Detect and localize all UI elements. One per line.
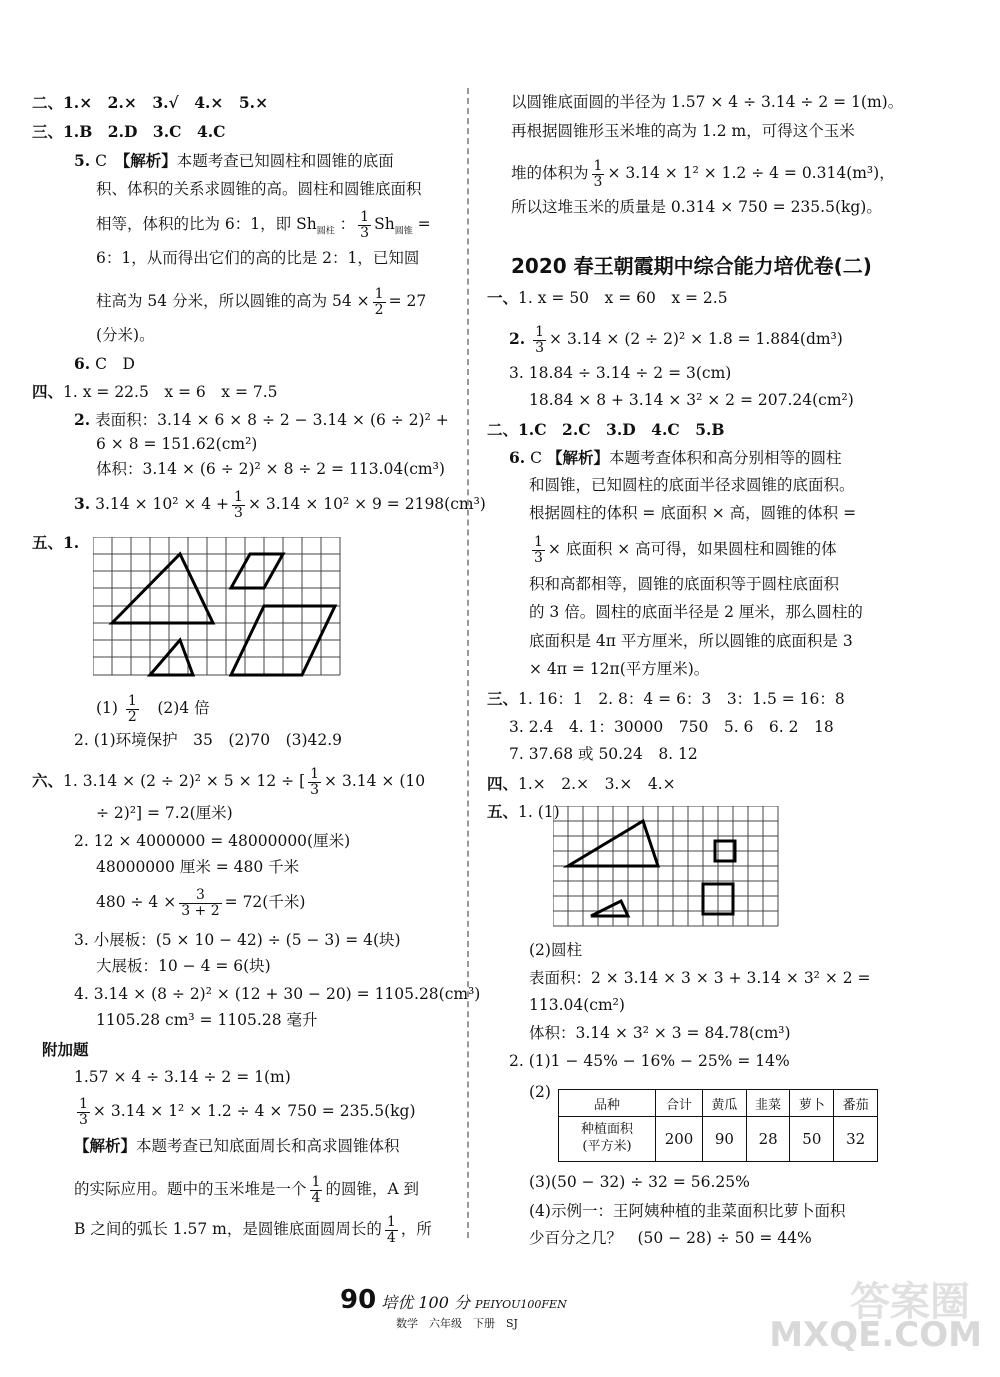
text-line: 柱高为 54 分米，所以圆锥的高为 54 × $\frac{1}{2}$ = 27 (96, 286, 427, 318)
answer-line: 1.B 2.D 3.C 4.C (63, 122, 226, 141)
question-number: 6. (74, 354, 91, 373)
text-line: 6 × 8 = 151.62(cm²) (96, 435, 258, 453)
triangle-shape (591, 901, 628, 916)
text-line: 一、1. x = 50 x = 60 x = 2.5 (487, 288, 728, 307)
text-line: 3. 2.4 4. 1：30000 750 5. 6 6. 2 18 (509, 718, 834, 736)
text-line: 积、体积的关系求圆锥的高。圆柱和圆锥底面积 (96, 180, 422, 198)
footer-subtitle: 数学 六年级 下册 SJ (396, 1317, 518, 1330)
text-line: 4. 3.14 × (8 ÷ 2)² × (12 + 30 − 20) = 1105.28(cm³) (74, 985, 481, 1003)
analysis-tag: 【解析】 (122, 151, 177, 170)
text-line: 2. (1)1 − 45% − 16% − 25% = 14% (509, 1052, 790, 1070)
question-number: 2. (74, 410, 91, 429)
text-line: (2) (529, 1083, 551, 1101)
data-table (558, 1089, 878, 1162)
table-cell: 90 (703, 1117, 747, 1162)
text-line: 1105.28 cm³ = 1105.28 毫升 (96, 1011, 318, 1029)
text-line: ÷ 2)²] = 7.2(厘米) (96, 804, 233, 822)
table-header-row (559, 1090, 878, 1117)
fraction: $\frac{1}{3}$ (360, 209, 370, 241)
text-line: 积和高都相等，圆锥的底面积等于圆柱底面积 (529, 575, 840, 593)
table-cell: 32 (834, 1117, 878, 1162)
text-line: 体积：3.14 × (6 ÷ 2)² × 8 ÷ 2 = 113.04(cm³) (96, 460, 445, 478)
table-row-label: 种植面积 (平方米) (559, 1117, 656, 1162)
table-header: 番茄 (834, 1090, 878, 1117)
text-line: 相等，体积的比为 6：1，即 $Sh_{圆柱}$ ： $\frac{1}{3}$ $Sh_{圆锥}$ = (96, 209, 431, 241)
text-line: 根据圆柱的体积 = 底面积 × 高，圆锥的体积 = (529, 504, 857, 522)
text-line: 3. 3.14 × 10² × 4 + $\frac{1}{3}$ × 3.14 × 10² × 9 = 2198(cm³) (74, 489, 486, 521)
text-line: (4)示例一：王阿姨种植的韭菜面积比萝卜面积 (529, 1202, 846, 1220)
section-label: 四、 (32, 382, 64, 401)
column-divider (467, 88, 469, 1238)
text-line: 体积：3.14 × 3² × 3 = 84.78(cm³) (529, 1024, 791, 1042)
table-header: 韭菜 (746, 1090, 790, 1117)
text-line: 以圆锥底面圆的半径为 1.57 × 4 ÷ 3.14 ÷ 2 = 1(m)。 (511, 93, 904, 111)
text-line: 二、1.C 2.C 3.D 4.C 5.B (487, 420, 725, 439)
text-line: × 4π = 12π(平方厘米)。 (529, 660, 710, 678)
text-line: 底面积是 4π 平方厘米，所以圆锥的底面积是 3 (529, 632, 853, 650)
fraction: $\frac{1}{2}$ (374, 286, 384, 318)
text-line: 三、1. 16：1 2. 8：4 = 6：3 3：1.5 = 16：8 (487, 689, 845, 708)
table-row (559, 1117, 878, 1162)
text-line: 少百分之几？ (50 − 28) ÷ 50 = 44% (529, 1229, 812, 1247)
text-line: 2. $\frac{1}{3}$ × 3.14 × (2 ÷ 2)² × 1.8 = 1.884(dm³) (509, 324, 843, 356)
text-line: 大展板：10 − 4 = 6(块) (96, 957, 271, 975)
watermark-logo: 答案圈 (850, 1279, 970, 1325)
table-cell: 28 (746, 1117, 790, 1162)
text-line: (3)(50 − 32) ÷ 32 = 56.25% (529, 1173, 750, 1191)
text-line: 3. 小展板：(5 × 10 − 42) ÷ (5 − 3) = 4(块) (74, 931, 401, 949)
brand-pinyin: PEIYOU100FEN (475, 1298, 567, 1311)
grid-figure-right (553, 806, 783, 936)
text-line: 2. (1)环境保护 35 (2)70 (3)42.9 (74, 731, 343, 749)
text-line: 480 ÷ 4 × $\frac{3}{3 + 2}$ = 72(千米) (96, 887, 306, 919)
table-header: 萝卜 (790, 1090, 834, 1117)
text-line: 48000000 厘米 = 480 千米 (96, 858, 300, 876)
table-cell: 50 (790, 1117, 834, 1162)
text-line: 堆的体积为 $\frac{1}{3}$ × 3.14 × 1² × 1.2 ÷ 4 = 0.314(m³)， (511, 158, 895, 190)
table-header: 黄瓜 (703, 1090, 747, 1117)
grid-figure-left (93, 537, 343, 687)
question-number: 5. (74, 151, 91, 170)
table-cell: 200 (656, 1117, 703, 1162)
text-line: 五、1. (1) (487, 802, 560, 821)
text-line: (2)圆柱 (529, 941, 582, 959)
answer-line: 1. x = 22.5 x = 6 x = 7.5 (63, 383, 278, 401)
text-line: 113.04(cm²) (529, 996, 625, 1014)
text-line: $\frac{1}{3}$ × 底面积 × 高可得，如果圆柱和圆锥的体 (534, 534, 837, 566)
text-line: (分米)。 (96, 326, 155, 344)
text-line: 7. 37.68 或 50.24 8. 12 (509, 745, 698, 763)
text-line: 的 3 倍。圆柱的底面半径是 2 厘米，那么圆柱的 (529, 603, 863, 621)
text-line: 表面积：3.14 × 6 × 8 ÷ 2 − 3.14 × (6 ÷ 2)² + (95, 411, 449, 429)
text-line: $\frac{1}{3}$ × 3.14 × 1² × 1.2 ÷ 4 × 750 = 235.5(kg) (79, 1096, 416, 1128)
text-line: 的实际应用。题中的玉米堆是一个 $\frac{1}{4}$ 的圆锥，A 到 (74, 1174, 420, 1206)
text-line: (1) $\frac{1}{2}$ (2)4 倍 (96, 693, 210, 725)
text-line: 3. 18.84 ÷ 3.14 ÷ 2 = 3(cm) (509, 364, 732, 382)
text-line: 【解析】本题考查已知底面周长和高求圆锥体积 (74, 1136, 400, 1155)
page-number: 90 (340, 1285, 377, 1315)
section-label: 三、 (32, 122, 64, 141)
section-label: 二、 (32, 93, 64, 112)
text-line: 6：1，从而得出它们的高的比是 2：1，已知圆 (96, 249, 420, 267)
table-header: 品种 (559, 1090, 656, 1117)
answer: C (95, 152, 107, 170)
answer-line: 1.× 2.× 3.√ 4.× 5.× (63, 93, 269, 112)
text-line: 1.57 × 4 ÷ 3.14 ÷ 2 = 1(m) (74, 1068, 291, 1086)
text-line: 所以这堆玉米的质量是 0.314 × 750 = 235.5(kg)。 (511, 198, 882, 216)
question-number: 1. (63, 533, 80, 552)
text-line: 本题考查已知圆柱和圆锥的底面 (176, 152, 394, 170)
text-line: B 之间的弧长 1.57 m，是圆锥底面圆周长的 $\frac{1}{4}$ ，所 (74, 1214, 432, 1246)
watermark-url: MXQE.COM (769, 1315, 982, 1355)
table-header: 合计 (656, 1090, 703, 1117)
page-title: 2020 春王朝霞期中综合能力培优卷(二) (511, 254, 872, 278)
text-line: 和圆锥，已知圆柱的底面半径求圆锥的底面积。 (529, 476, 855, 494)
text-line: 六、1. 3.14 × (2 ÷ 2)² × 5 × 12 ÷ [ $\frac{1}{3}$ × 3.14 × (10 (32, 766, 426, 798)
section-label: 五、 (32, 533, 64, 552)
text-line: 2. 12 × 4000000 = 48000000(厘米) (74, 832, 351, 850)
section-label: 附加题 (42, 1040, 89, 1059)
answer: C D (95, 355, 135, 373)
brand-name: 培优 100 分 (381, 1293, 470, 1312)
page-footer (340, 1285, 567, 1331)
text-line: 再根据圆锥形玉米堆的高为 1.2 m，可得这个玉米 (511, 122, 855, 140)
text-line: 表面积：2 × 3.14 × 3 × 3 + 3.14 × 3² × 2 = (529, 969, 871, 987)
text-line: 18.84 × 8 + 3.14 × 3² × 2 = 207.24(cm²) (529, 391, 854, 409)
text-line: 四、1.× 2.× 3.× 4.× (487, 774, 676, 793)
text-line: 6. C 【解析】本题考查体积和高分别相等的圆柱 (509, 448, 842, 467)
